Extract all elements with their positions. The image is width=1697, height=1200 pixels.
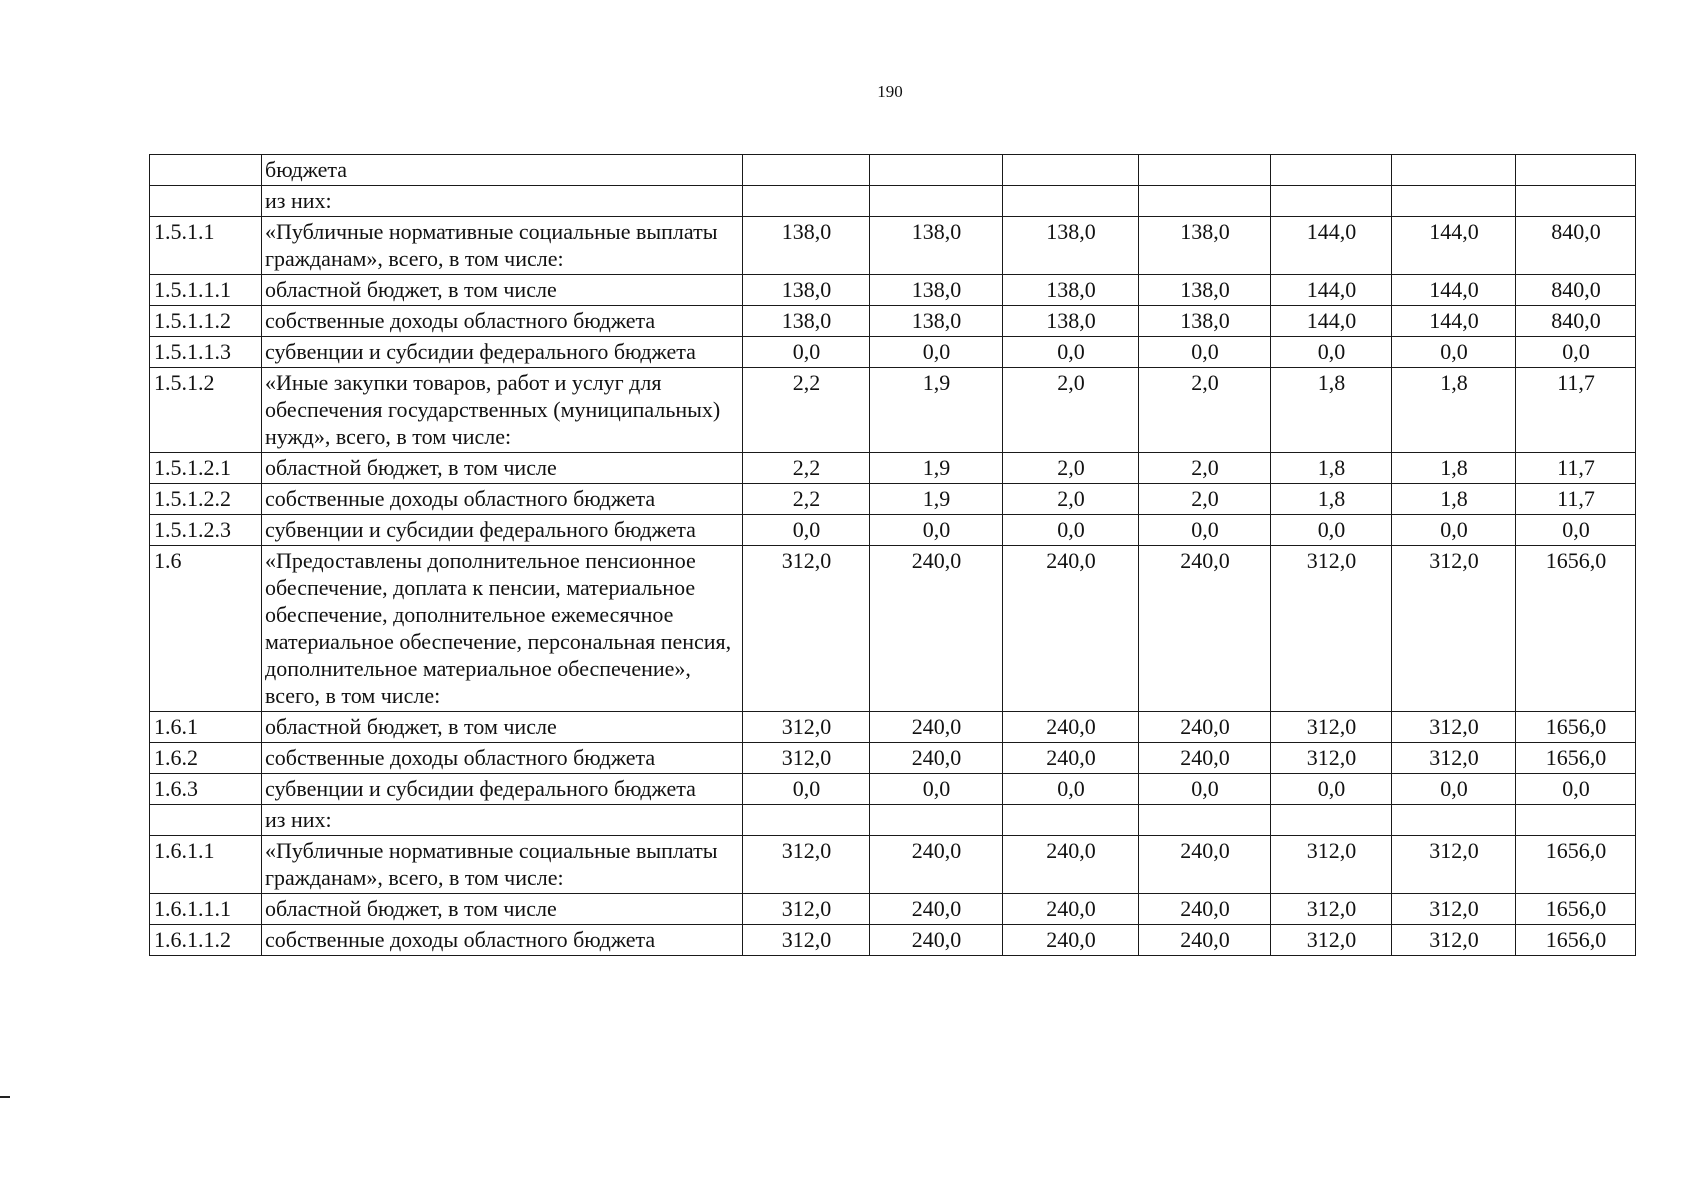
row-value-cell: 0,0	[870, 515, 1003, 546]
row-value-cell: 0,0	[1003, 515, 1139, 546]
row-code-cell: 1.6.1.1	[150, 836, 262, 894]
row-value-cell: 312,0	[1392, 743, 1516, 774]
row-value-cell: 1656,0	[1516, 546, 1636, 712]
table-row	[150, 836, 1636, 894]
row-value-cell: 1656,0	[1516, 836, 1636, 894]
row-value-cell: 312,0	[1271, 712, 1392, 743]
row-code-cell	[150, 805, 262, 836]
row-value-cell	[743, 186, 870, 217]
table-row	[150, 275, 1636, 306]
row-value-cell: 240,0	[1003, 712, 1139, 743]
row-name-cell: субвенции и субсидии федерального бюджета	[262, 337, 743, 368]
row-value-cell: 1656,0	[1516, 925, 1636, 956]
row-value-cell: 240,0	[1139, 894, 1271, 925]
row-name-cell: «Публичные нормативные социальные выплаты гражданам», всего, в том числе:	[262, 836, 743, 894]
row-value-cell	[1139, 155, 1271, 186]
row-value-cell: 312,0	[1392, 546, 1516, 712]
row-value-cell: 2,2	[743, 484, 870, 515]
row-value-cell: 240,0	[870, 894, 1003, 925]
row-value-cell: 2,0	[1003, 484, 1139, 515]
row-name-cell: «Публичные нормативные социальные выплаты гражданам», всего, в том числе:	[262, 217, 743, 275]
row-value-cell: 240,0	[1139, 743, 1271, 774]
row-value-cell: 138,0	[1139, 217, 1271, 275]
row-value-cell: 138,0	[1139, 306, 1271, 337]
row-value-cell: 144,0	[1271, 306, 1392, 337]
row-value-cell: 0,0	[1392, 774, 1516, 805]
row-value-cell: 138,0	[1139, 275, 1271, 306]
row-code-cell: 1.6.1	[150, 712, 262, 743]
table-row	[150, 774, 1636, 805]
row-value-cell	[1271, 186, 1392, 217]
row-value-cell: 840,0	[1516, 217, 1636, 275]
row-value-cell: 840,0	[1516, 275, 1636, 306]
row-value-cell: 1,8	[1392, 453, 1516, 484]
row-value-cell: 0,0	[743, 774, 870, 805]
row-name-cell: собственные доходы областного бюджета	[262, 306, 743, 337]
row-name-cell: областной бюджет, в том числе	[262, 712, 743, 743]
table-row	[150, 515, 1636, 546]
row-value-cell	[743, 805, 870, 836]
row-code-cell: 1.6.1.1.1	[150, 894, 262, 925]
row-value-cell: 0,0	[1271, 337, 1392, 368]
row-value-cell: 144,0	[1271, 217, 1392, 275]
row-name-cell: собственные доходы областного бюджета	[262, 743, 743, 774]
row-value-cell: 0,0	[1516, 515, 1636, 546]
row-value-cell: 312,0	[743, 546, 870, 712]
row-value-cell: 138,0	[1003, 275, 1139, 306]
table-row	[150, 546, 1636, 712]
row-value-cell: 240,0	[870, 743, 1003, 774]
table-row	[150, 186, 1636, 217]
row-value-cell: 0,0	[1516, 774, 1636, 805]
row-value-cell: 138,0	[1003, 306, 1139, 337]
table-row	[150, 155, 1636, 186]
row-value-cell: 11,7	[1516, 368, 1636, 453]
row-value-cell: 240,0	[1003, 836, 1139, 894]
row-value-cell: 240,0	[1003, 743, 1139, 774]
row-name-cell: «Иные закупки товаров, работ и услуг для обеспечения государственных (муниципальных) нужд», всего, в том числе:	[262, 368, 743, 453]
row-name-cell: из них:	[262, 805, 743, 836]
row-value-cell: 0,0	[1271, 774, 1392, 805]
row-value-cell: 312,0	[743, 712, 870, 743]
row-value-cell: 312,0	[1271, 836, 1392, 894]
row-value-cell: 2,0	[1139, 484, 1271, 515]
row-value-cell: 240,0	[1139, 546, 1271, 712]
row-value-cell: 0,0	[1139, 774, 1271, 805]
row-value-cell: 138,0	[743, 217, 870, 275]
row-value-cell: 1656,0	[1516, 894, 1636, 925]
row-value-cell	[743, 155, 870, 186]
row-value-cell: 1656,0	[1516, 743, 1636, 774]
row-value-cell: 240,0	[870, 712, 1003, 743]
row-value-cell: 312,0	[1271, 894, 1392, 925]
row-code-cell: 1.5.1.1.2	[150, 306, 262, 337]
table-row	[150, 306, 1636, 337]
row-code-cell: 1.6.3	[150, 774, 262, 805]
row-value-cell: 138,0	[743, 306, 870, 337]
row-value-cell: 2,2	[743, 453, 870, 484]
row-value-cell: 0,0	[1003, 774, 1139, 805]
row-value-cell: 138,0	[870, 217, 1003, 275]
row-value-cell: 2,0	[1003, 453, 1139, 484]
row-value-cell	[1139, 186, 1271, 217]
row-name-cell: областной бюджет, в том числе	[262, 275, 743, 306]
row-name-cell: областной бюджет, в том числе	[262, 894, 743, 925]
row-value-cell: 0,0	[1003, 337, 1139, 368]
row-value-cell: 312,0	[1271, 743, 1392, 774]
row-value-cell: 312,0	[743, 925, 870, 956]
row-value-cell	[1003, 805, 1139, 836]
row-value-cell: 1,8	[1392, 484, 1516, 515]
row-value-cell	[1003, 186, 1139, 217]
row-value-cell: 0,0	[870, 774, 1003, 805]
row-value-cell: 312,0	[1392, 712, 1516, 743]
table-row	[150, 743, 1636, 774]
row-code-cell: 1.6.1.1.2	[150, 925, 262, 956]
row-value-cell: 0,0	[870, 337, 1003, 368]
row-name-cell: субвенции и субсидии федерального бюджета	[262, 774, 743, 805]
row-value-cell: 312,0	[743, 743, 870, 774]
row-value-cell: 0,0	[1392, 515, 1516, 546]
row-value-cell	[1271, 155, 1392, 186]
row-value-cell: 240,0	[1139, 836, 1271, 894]
row-value-cell	[1516, 186, 1636, 217]
row-value-cell: 1,8	[1271, 368, 1392, 453]
row-value-cell: 144,0	[1392, 275, 1516, 306]
row-value-cell: 1,8	[1271, 453, 1392, 484]
row-value-cell	[1392, 155, 1516, 186]
row-value-cell	[1003, 155, 1139, 186]
row-value-cell	[1139, 805, 1271, 836]
budget-table-container	[149, 154, 1635, 956]
table-row	[150, 217, 1636, 275]
row-value-cell: 1,9	[870, 368, 1003, 453]
row-code-cell: 1.5.1.2.3	[150, 515, 262, 546]
row-value-cell: 312,0	[1392, 925, 1516, 956]
row-value-cell: 2,2	[743, 368, 870, 453]
row-value-cell: 240,0	[1139, 925, 1271, 956]
row-code-cell: 1.5.1.1	[150, 217, 262, 275]
row-name-cell: областной бюджет, в том числе	[262, 453, 743, 484]
row-code-cell	[150, 155, 262, 186]
row-value-cell: 0,0	[1139, 337, 1271, 368]
row-value-cell: 144,0	[1271, 275, 1392, 306]
row-value-cell: 240,0	[1139, 712, 1271, 743]
row-value-cell: 138,0	[870, 275, 1003, 306]
row-value-cell: 312,0	[1392, 894, 1516, 925]
row-value-cell: 312,0	[1392, 836, 1516, 894]
row-value-cell: 144,0	[1392, 306, 1516, 337]
row-code-cell: 1.6.2	[150, 743, 262, 774]
row-code-cell: 1.6	[150, 546, 262, 712]
row-value-cell: 138,0	[870, 306, 1003, 337]
row-value-cell: 2,0	[1003, 368, 1139, 453]
row-value-cell: 240,0	[1003, 925, 1139, 956]
row-value-cell: 2,0	[1139, 368, 1271, 453]
row-value-cell	[870, 805, 1003, 836]
row-value-cell: 2,0	[1139, 453, 1271, 484]
row-value-cell: 138,0	[743, 275, 870, 306]
table-row	[150, 894, 1636, 925]
table-row	[150, 712, 1636, 743]
table-row	[150, 337, 1636, 368]
table-body	[150, 155, 1636, 956]
row-value-cell	[870, 155, 1003, 186]
row-code-cell: 1.5.1.2.2	[150, 484, 262, 515]
row-value-cell: 240,0	[870, 836, 1003, 894]
row-value-cell	[1392, 805, 1516, 836]
row-value-cell: 312,0	[743, 836, 870, 894]
row-name-cell: «Предоставлены дополнительное пенсионное обеспечение, доплата к пенсии, материальное обеспечение, дополнительное ежемесячное материальное обеспечение, персональная пенсия, дополнительное материальное обеспечение», всего, в том числе:	[262, 546, 743, 712]
table-row	[150, 368, 1636, 453]
row-value-cell: 240,0	[870, 925, 1003, 956]
row-value-cell: 0,0	[743, 515, 870, 546]
row-value-cell	[1271, 805, 1392, 836]
row-value-cell: 0,0	[743, 337, 870, 368]
table-row	[150, 484, 1636, 515]
row-value-cell: 0,0	[1516, 337, 1636, 368]
row-value-cell: 312,0	[1271, 546, 1392, 712]
row-value-cell: 312,0	[743, 894, 870, 925]
row-value-cell	[870, 186, 1003, 217]
margin-mark	[0, 1096, 10, 1098]
row-value-cell: 240,0	[870, 546, 1003, 712]
row-value-cell: 1656,0	[1516, 712, 1636, 743]
row-name-cell: бюджета	[262, 155, 743, 186]
row-value-cell: 312,0	[1271, 925, 1392, 956]
row-value-cell: 240,0	[1003, 894, 1139, 925]
row-value-cell: 11,7	[1516, 453, 1636, 484]
row-name-cell: субвенции и субсидии федерального бюджета	[262, 515, 743, 546]
row-code-cell: 1.5.1.2.1	[150, 453, 262, 484]
row-value-cell: 1,8	[1392, 368, 1516, 453]
row-value-cell: 144,0	[1392, 217, 1516, 275]
row-code-cell: 1.5.1.1.1	[150, 275, 262, 306]
row-value-cell: 1,9	[870, 484, 1003, 515]
row-value-cell: 1,9	[870, 453, 1003, 484]
row-value-cell	[1516, 805, 1636, 836]
row-value-cell	[1392, 186, 1516, 217]
page-number: 190	[877, 82, 903, 101]
row-name-cell: из них:	[262, 186, 743, 217]
row-value-cell: 11,7	[1516, 484, 1636, 515]
table-row	[150, 453, 1636, 484]
table-row	[150, 805, 1636, 836]
row-name-cell: собственные доходы областного бюджета	[262, 925, 743, 956]
row-value-cell: 1,8	[1271, 484, 1392, 515]
row-value-cell: 0,0	[1271, 515, 1392, 546]
row-value-cell: 0,0	[1139, 515, 1271, 546]
row-value-cell: 840,0	[1516, 306, 1636, 337]
row-value-cell	[1516, 155, 1636, 186]
table-row	[150, 925, 1636, 956]
row-name-cell: собственные доходы областного бюджета	[262, 484, 743, 515]
row-code-cell	[150, 186, 262, 217]
budget-table	[149, 154, 1636, 956]
row-value-cell: 0,0	[1392, 337, 1516, 368]
row-value-cell: 138,0	[1003, 217, 1139, 275]
row-code-cell: 1.5.1.1.3	[150, 337, 262, 368]
row-value-cell: 240,0	[1003, 546, 1139, 712]
row-code-cell: 1.5.1.2	[150, 368, 262, 453]
